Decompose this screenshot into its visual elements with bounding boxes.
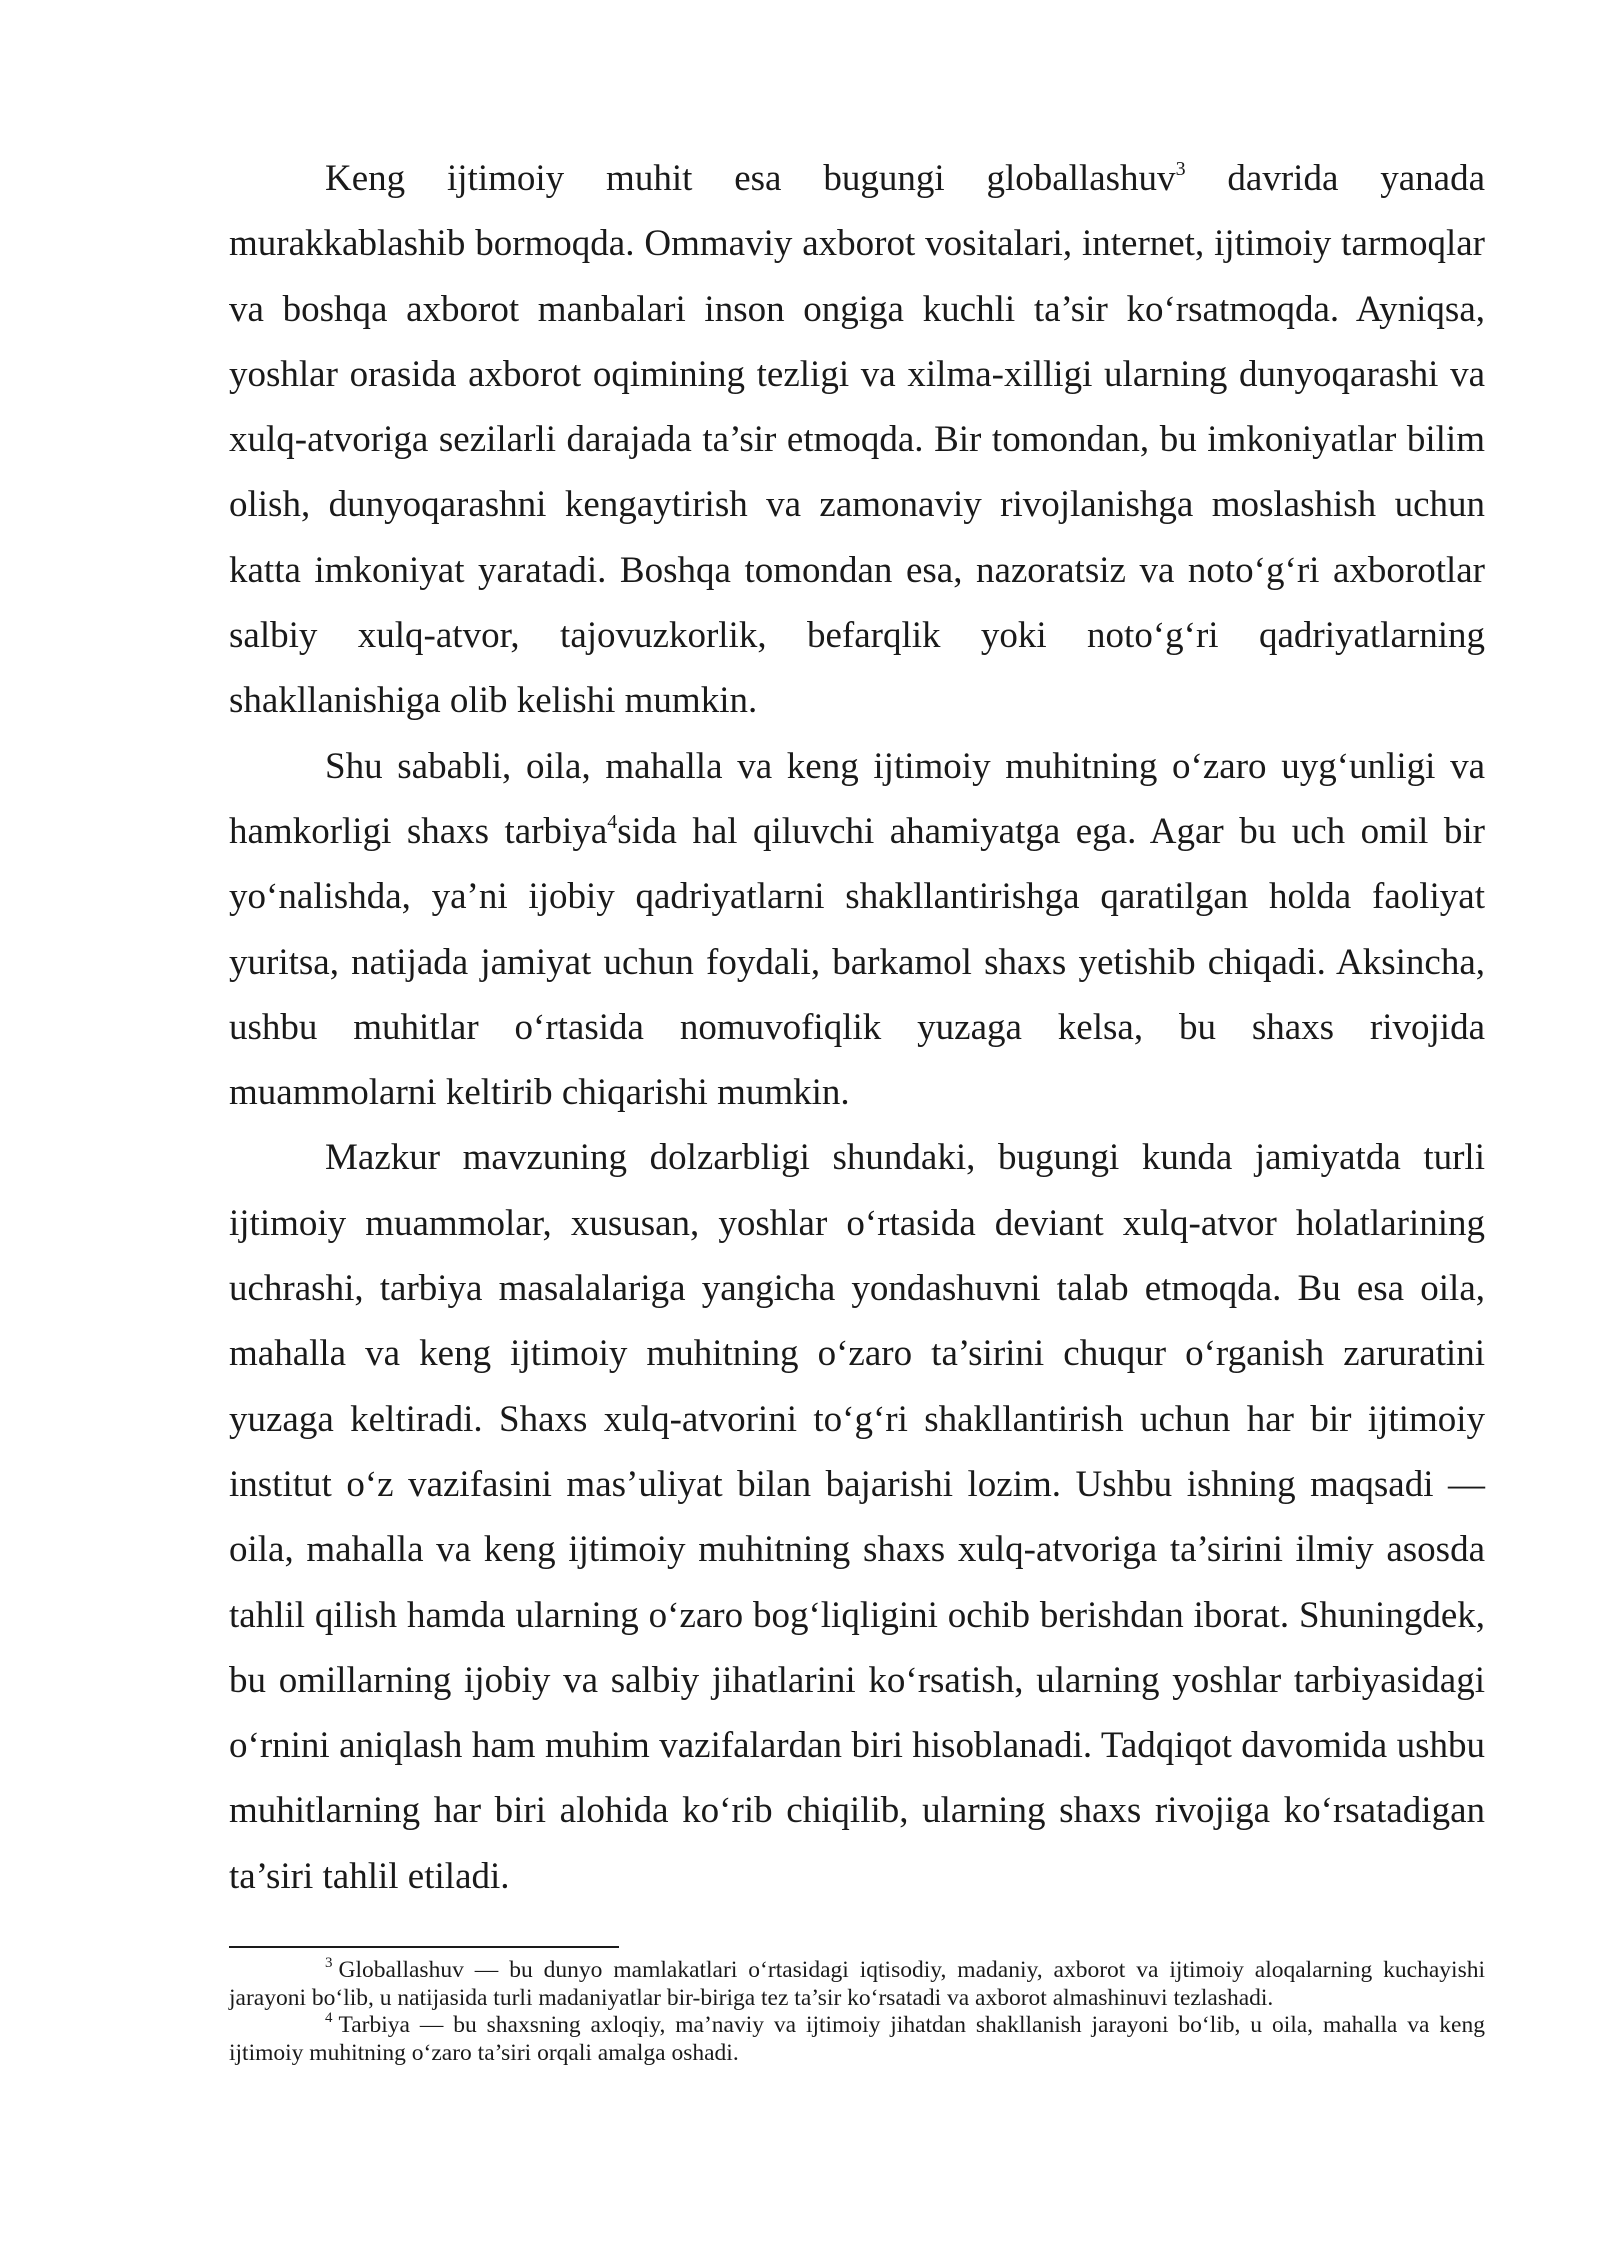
paragraph-cooperation <box>229 734 1485 1126</box>
paragraph-text: Keng ijtimoiy muhit esa bugungi globallashuv <box>325 158 1176 199</box>
paragraph-text: sida hal qiluvchi ahamiyatga ega. Agar bu uch omil bir yo‘nalishda, ya’ni ijobiy qadriyatlarni shakllantirishga qaratilgan holda faoliyat yuritsa, natijada jamiyat uchun foydali, barkamol shaxs yetishib chiqadi. Aksincha, ushbu muhitlar o‘rtasida nomuvofiqlik yuzaga kelsa, bu shaxs rivojida muammolarni keltirib chiqarishi mumkin. <box>229 810 1485 1114</box>
paragraph-relevance: Mazkur mavzuning dolzarbligi shundaki, bugungi kunda jamiyatda turli ijtimoiy muammolar, xususan, yoshlar o‘rtasida deviant xulq-atvor holatlarining uchrashi, tarbiya masalalariga yangicha yondashuvni talab etmoqda. Bu esa oila, mahalla va keng ijtimoiy muhitning o‘zaro ta’sirini chuqur o‘rganish zaruratini yuzaga keltiradi. Shaxs xulq-atvorini to‘g‘ri shakllantirish uchun har bir ijtimoiy institut o‘z vazifasini mas’uliyat bilan bajarishi lozim. Ushbu ishning maqsadi — oila, mahalla va keng ijtimoiy muhitning shaxs xulq-atvoriga ta’sirini ilmiy asosda tahlil qilish hamda ularning o‘zaro bog‘liqligini ochib berishdan iborat. Shuningdek, bu omillarning ijobiy va salbiy jihatlarini ko‘rsatish, ularning yoshlar tarbiyasidagi o‘rnini aniqlash ham muhim vazifalardan biri hisoblanadi. Tadqiqot davomida ushbu muhitlarning har biri alohida ko‘rib chiqilib, ularning shaxs rivojiga ko‘rsatadigan ta’siri tahlil etiladi. <box>229 1137 1485 1897</box>
footnote-4 <box>229 2012 1485 2067</box>
footnote-mark: 4 <box>325 2010 333 2027</box>
footnote-text: Globallashuv — bu dunyo mamlakatlari o‘rtasidagi iqtisodiy, madaniy, axborot va ijtimoiy aloqalarning kuchayishi jarayoni bo‘lib, u natijasida turli madaniyatlar bir-biriga tez ta’sir ko‘rsatadi va axborot almashinuvi tezlashadi. <box>229 1957 1485 2011</box>
paragraph-text: davrida yanada murakkablashib bormoqda. Ommaviy axborot vositalari, internet, ijtimoiy tarmoqlar va boshqa axborot manbalari inson ongiga kuchli ta’sir ko‘rsatmoqda. Ayniqsa, yoshlar orasida axborot oqimining tezligi va xilma-xilligi ularning dunyoqarashi va xulq-atvoriga sezilarli darajada ta’sir etmoqda. Bir tomondan, bu imkoniyatlar bilim olish, dunyoqarashni kengaytirish va zamonaviy rivojlanishga moslashish uchun katta imkoniyat yaratadi. Boshqa tomondan esa, nazoratsiz va noto‘g‘ri axborotlar salbiy xulq-atvor, tajovuzkorlik, befarqlik yoki noto‘g‘ri qadriyatlarning shakllanishiga olib kelishi mumkin. <box>229 158 1485 722</box>
footnote-separator <box>229 1946 619 1948</box>
footnotes <box>229 1957 1485 2068</box>
footnote-reference-3[interactable]: 3 <box>1175 158 1186 180</box>
paragraph-globalization <box>229 146 1485 734</box>
footnote-mark: 3 <box>325 1955 333 1971</box>
footnote-text: Tarbiya — bu shaxsning axloqiy, ma’naviy va ijtimoiy jihatdan shakllanish jarayoni bo‘lib, u oila, mahalla va keng ijtimoiy muhitning o‘zaro ta’siri orqali amalga oshadi. <box>229 2012 1485 2067</box>
footnote-3 <box>229 1957 1485 2012</box>
paragraph-text: Shu sababli, oila, mahalla va keng ijtimoiy muhitning o‘zaro uyg‘unligi va hamkorligi shaxs tarbiya <box>229 745 1485 852</box>
body-text <box>229 146 1485 1909</box>
footnote-reference-4[interactable]: 4 <box>607 810 618 833</box>
